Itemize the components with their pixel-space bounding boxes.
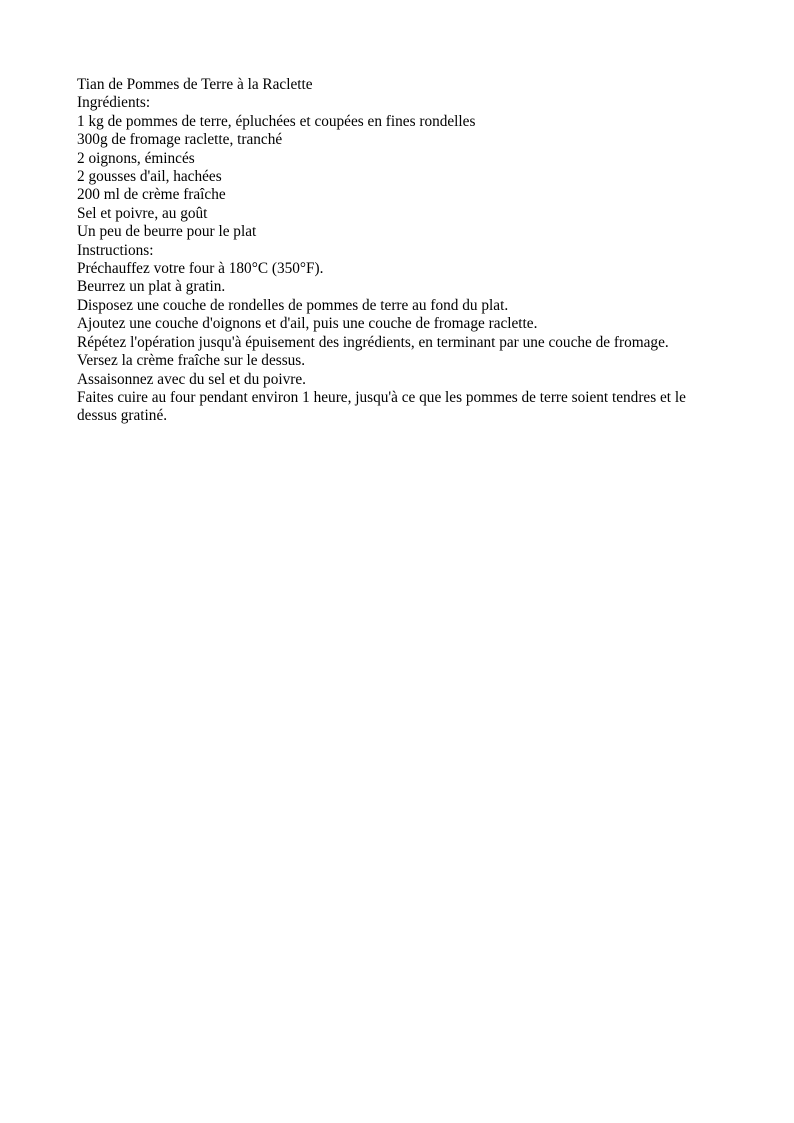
instructions-heading: Instructions:	[77, 241, 154, 259]
instruction-step: Assaisonnez avec du sel et du poivre.	[77, 370, 306, 388]
instruction-step: Répétez l'opération jusqu'à épuisement des ingrédients, en terminant par une couche de fromage.	[77, 333, 669, 351]
ingredient-item: Sel et poivre, au goût	[77, 204, 208, 222]
instruction-step: Disposez une couche de rondelles de pommes de terre au fond du plat.	[77, 296, 509, 314]
instruction-step: Préchauffez votre four à 180°C (350°F).	[77, 260, 324, 278]
ingredient-item: 2 oignons, émincés	[77, 149, 195, 167]
instruction-step: Faites cuire au four pendant environ 1 heure, jusqu'à ce que les pommes de terre soient tendres et le dessus gratiné.	[77, 388, 686, 425]
ingredient-item: Un peu de beurre pour le plat	[77, 223, 257, 241]
ingredient-item: 200 ml de crème fraîche	[77, 186, 226, 204]
ingredient-item: 300g de fromage raclette, tranché	[77, 131, 283, 149]
recipe-title: Tian de Pommes de Terre à la Raclette	[77, 76, 313, 93]
instruction-step: Versez la crème fraîche sur le dessus.	[77, 352, 306, 370]
ingredients-heading: Ingrédients:	[77, 94, 151, 112]
ingredient-item: 1 kg de pommes de terre, épluchées et coupées en fines rondelles	[77, 112, 476, 130]
instruction-step: Beurrez un plat à gratin.	[77, 278, 226, 296]
document-page	[77, 76, 727, 426]
ingredient-item: 2 gousses d'ail, hachées	[77, 168, 222, 186]
instruction-step: Ajoutez une couche d'oignons et d'ail, puis une couche de fromage raclette.	[77, 315, 538, 333]
